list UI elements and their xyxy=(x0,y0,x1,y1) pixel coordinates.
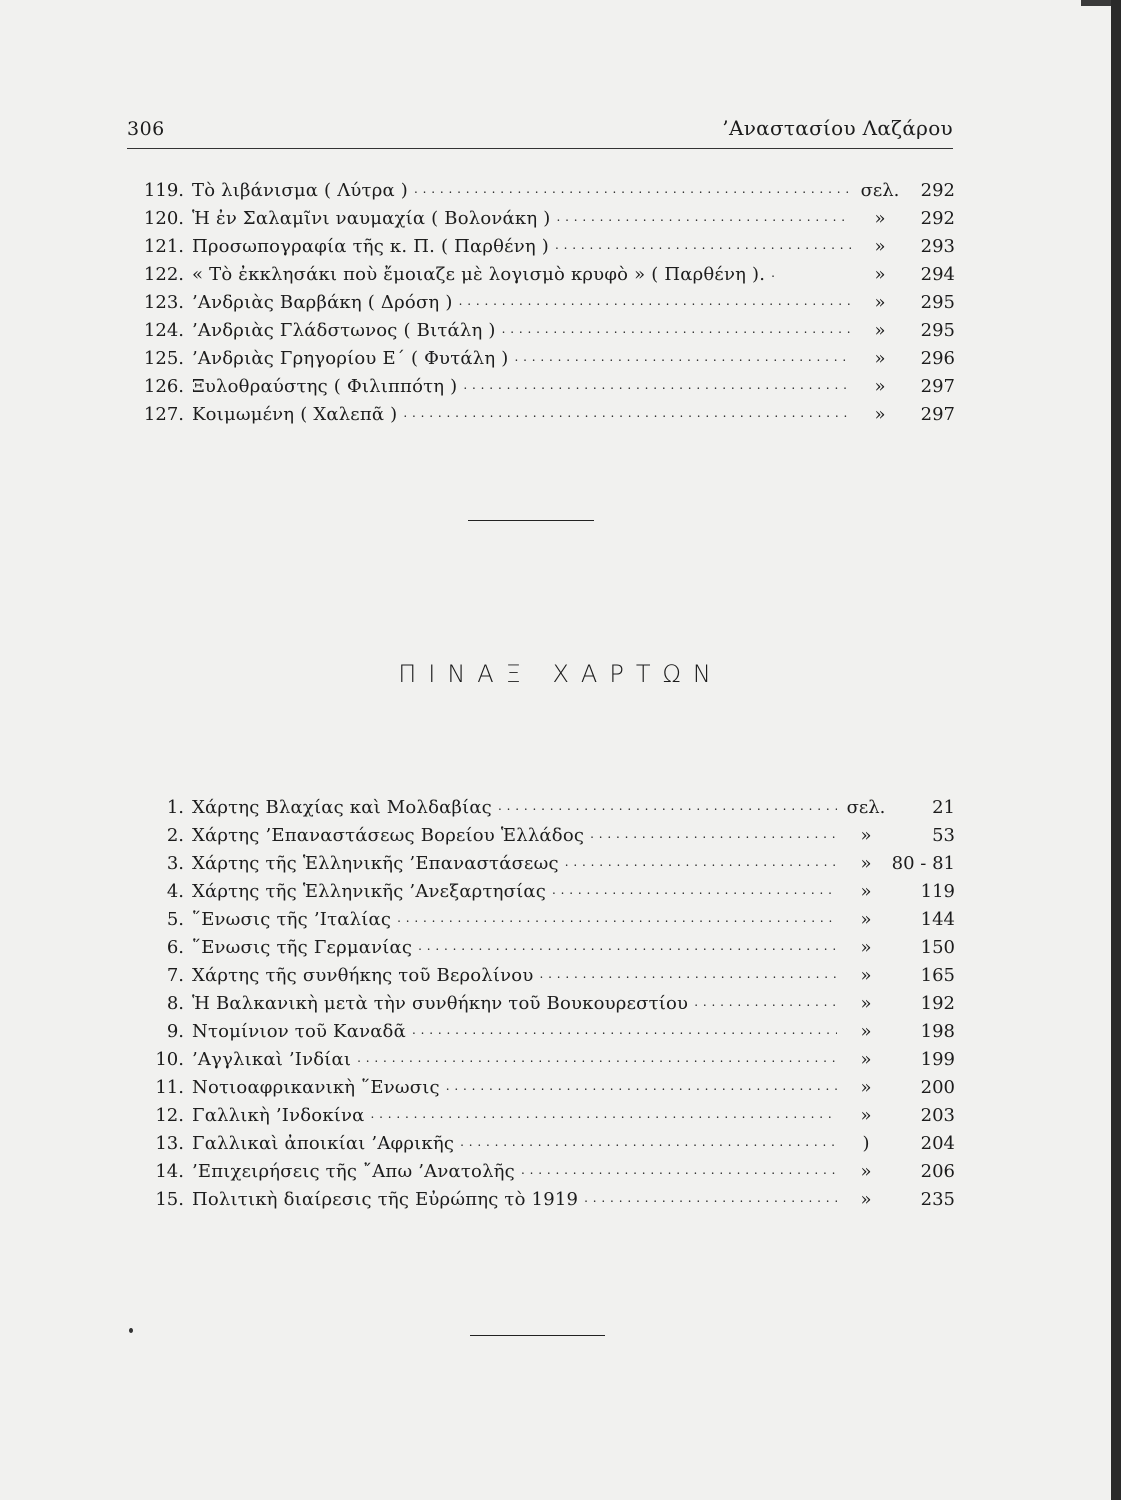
dot-leader xyxy=(397,907,837,925)
toc-number: 13. xyxy=(155,1133,184,1154)
dot-leader xyxy=(460,1131,837,1149)
toc-page-mark: » xyxy=(860,993,872,1014)
toc-number: 126. xyxy=(143,376,184,397)
toc-number: 5. xyxy=(166,909,184,930)
toc-title: ’Αγγλικαὶ ’Ινδίαι xyxy=(192,1049,352,1070)
dot-leader xyxy=(463,374,851,392)
toc-page-mark: » xyxy=(860,1189,872,1210)
section-divider xyxy=(468,520,594,521)
toc-number: 9. xyxy=(166,1021,184,1042)
dot-leader xyxy=(565,851,837,869)
dot-leader xyxy=(552,879,837,897)
page-edge-top xyxy=(1081,0,1111,6)
toc-page: 292 xyxy=(920,180,955,201)
toc-page: 165 xyxy=(920,965,955,986)
toc-title: Ἡ Βαλκανικὴ μετὰ τὴν συνθήκην τοῦ Βουκουρεστίου xyxy=(192,993,689,1014)
toc-row xyxy=(130,935,955,963)
toc-title: ῞Ενωσις τῆς Γερμανίας xyxy=(192,937,413,958)
page-edge-shadow xyxy=(1111,0,1121,1500)
toc-page-mark: ) xyxy=(862,1133,870,1154)
dot-leader xyxy=(771,262,775,280)
toc-title: Γαλλικαὶ ἀποικίαι ’Αφρικῆς xyxy=(192,1133,455,1154)
toc-row xyxy=(130,318,955,346)
toc-page: 294 xyxy=(920,264,955,285)
toc-page-mark: » xyxy=(874,320,886,341)
toc-number: 4. xyxy=(166,881,184,902)
toc-page: 144 xyxy=(920,909,955,930)
dot-leader xyxy=(555,234,851,252)
toc-title: Νοτιοαφρικανικὴ ῞Ενωσις xyxy=(192,1077,440,1098)
toc-page-mark: » xyxy=(860,881,872,902)
toc-title: Ντομίνιον τοῦ Καναδᾶ xyxy=(192,1021,406,1042)
toc-page: 192 xyxy=(920,993,955,1014)
dot-leader xyxy=(459,290,851,308)
toc-row xyxy=(130,1103,955,1131)
toc-number: 15. xyxy=(155,1189,184,1210)
toc-page-mark: » xyxy=(860,1161,872,1182)
toc-title: ’Επιχειρήσεις τῆς ῎Απω ’Ανατολῆς xyxy=(192,1161,515,1182)
toc-page-mark: σελ. xyxy=(846,797,886,818)
toc-number: 127. xyxy=(143,404,184,425)
toc-row xyxy=(130,851,955,879)
toc-page-mark: » xyxy=(874,208,886,229)
toc-row xyxy=(130,907,955,935)
toc-title: ’Ανδριὰς Γλάδστωνος ( Βιτάλη ) xyxy=(192,320,496,341)
dot-leader xyxy=(590,823,837,841)
toc-number: 1. xyxy=(166,797,184,818)
toc-page: 295 xyxy=(920,292,955,313)
toc-row xyxy=(130,1131,955,1159)
toc-number: 122. xyxy=(143,264,184,285)
toc-page: 200 xyxy=(920,1077,955,1098)
toc-row xyxy=(130,795,955,823)
toc-page-mark: » xyxy=(860,1105,872,1126)
toc-page: 296 xyxy=(920,348,955,369)
toc-page: 198 xyxy=(920,1021,955,1042)
toc-title: ῞Ενωσις τῆς ’Ιταλίας xyxy=(192,909,392,930)
toc-page: 297 xyxy=(920,404,955,425)
toc-row xyxy=(130,1047,955,1075)
toc-page: 295 xyxy=(920,320,955,341)
toc-title: Κοιμωμένη ( Χαλεπᾶ ) xyxy=(192,404,398,425)
toc-number: 125. xyxy=(143,348,184,369)
toc-title: Τὸ λιβάνισμα ( Λύτρα ) xyxy=(192,180,408,201)
toc-row xyxy=(130,1019,955,1047)
dot-leader xyxy=(514,346,851,364)
toc-page-mark: » xyxy=(860,1077,872,1098)
toc-page: 206 xyxy=(920,1161,955,1182)
toc-title: ’Ανδριὰς Βαρβάκη ( Δρόση ) xyxy=(192,292,453,313)
toc-page-mark: σελ. xyxy=(860,180,900,201)
toc-row xyxy=(130,234,955,262)
dot-leader xyxy=(557,206,852,224)
toc-number: 11. xyxy=(155,1077,184,1098)
toc-page: 150 xyxy=(920,937,955,958)
toc-number: 12. xyxy=(155,1105,184,1126)
toc-title: Χάρτης ’Επαναστάσεως Βορείου Ἑλλάδος xyxy=(192,825,585,846)
dot-leader xyxy=(403,402,851,420)
toc-page-mark: » xyxy=(874,264,886,285)
toc-row xyxy=(130,879,955,907)
toc-row xyxy=(130,374,955,402)
toc-number: 10. xyxy=(155,1049,184,1070)
toc-page-mark: » xyxy=(874,292,886,313)
ink-speck xyxy=(129,1328,133,1333)
toc-number: 123. xyxy=(143,292,184,313)
toc-number: 2. xyxy=(166,825,184,846)
toc-row xyxy=(130,402,955,430)
toc-page-mark: » xyxy=(874,404,886,425)
dot-leader xyxy=(521,1159,837,1177)
toc-title: Πολιτικὴ διαίρεσις τῆς Εὐρώπης τὸ 1919 xyxy=(192,1189,579,1210)
toc-title: Χάρτης τῆς Ἑλληνικῆς ’Ανεξαρτησίας xyxy=(192,881,546,902)
toc-number: 121. xyxy=(143,236,184,257)
toc-page: 53 xyxy=(932,825,955,846)
toc-title: Προσωπογραφία τῆς κ. Π. ( Παρθένη ) xyxy=(192,236,549,257)
dot-leader xyxy=(446,1075,837,1093)
toc-row xyxy=(130,1075,955,1103)
toc-page: 199 xyxy=(920,1049,955,1070)
toc-page-mark: » xyxy=(860,965,872,986)
toc-page-mark: » xyxy=(860,909,872,930)
toc-page-mark: » xyxy=(874,236,886,257)
toc-row xyxy=(130,178,955,206)
toc-page-mark: » xyxy=(874,348,886,369)
end-divider xyxy=(470,1335,605,1336)
toc-page-mark: » xyxy=(860,1021,872,1042)
dot-leader xyxy=(694,991,837,1009)
toc-row xyxy=(130,823,955,851)
toc-page: 80 - 81 xyxy=(891,853,955,874)
toc-number: 14. xyxy=(155,1161,184,1182)
dot-leader xyxy=(502,318,851,336)
page-header xyxy=(127,112,953,149)
dot-leader xyxy=(357,1047,837,1065)
toc-row xyxy=(130,991,955,1019)
dot-leader xyxy=(412,1019,837,1037)
dot-leader xyxy=(414,178,851,196)
toc-page: 293 xyxy=(920,236,955,257)
toc-page: 21 xyxy=(932,797,955,818)
toc-title: Χάρτης τῆς Ἑλληνικῆς ’Επαναστάσεως xyxy=(192,853,559,874)
toc-page: 235 xyxy=(920,1189,955,1210)
toc-page-mark: » xyxy=(874,376,886,397)
toc-number: 6. xyxy=(166,937,184,958)
toc-page-mark: » xyxy=(860,1049,872,1070)
artwork-index-list xyxy=(130,178,955,430)
toc-row xyxy=(130,346,955,374)
toc-page-mark: » xyxy=(860,853,872,874)
toc-number: 120. xyxy=(143,208,184,229)
toc-row xyxy=(130,206,955,234)
toc-page: 203 xyxy=(920,1105,955,1126)
toc-number: 3. xyxy=(166,853,184,874)
toc-title: « Τὸ ἐκκλησάκι ποὺ ἔμοιαζε μὲ λογισμὸ κρυφὸ » ( Παρθένη ). xyxy=(192,264,766,285)
toc-title: Γαλλικὴ ’Ινδοκίνα xyxy=(192,1105,365,1126)
toc-number: 119. xyxy=(143,180,184,201)
section-title: ΠΙΝΑΞ ΧΑΡΤΩΝ xyxy=(398,660,723,688)
toc-page: 119 xyxy=(920,881,955,902)
toc-page-mark: » xyxy=(860,937,872,958)
toc-number: 8. xyxy=(166,993,184,1014)
toc-row xyxy=(130,1159,955,1187)
toc-page: 292 xyxy=(920,208,955,229)
toc-page-mark: » xyxy=(860,825,872,846)
toc-page: 204 xyxy=(920,1133,955,1154)
toc-row xyxy=(130,290,955,318)
dot-leader xyxy=(498,795,837,813)
toc-number: 124. xyxy=(143,320,184,341)
toc-title: Χάρτης τῆς συνθήκης τοῦ Βερολίνου xyxy=(192,965,534,986)
running-title: ’Αναστασίου Λαζάρου xyxy=(722,116,953,140)
toc-row xyxy=(130,963,955,991)
toc-page: 297 xyxy=(920,376,955,397)
dot-leader xyxy=(371,1103,837,1121)
toc-row xyxy=(130,262,955,290)
dot-leader xyxy=(540,963,838,981)
toc-title: Ἡ ἐν Σαλαμῖνι ναυμαχία ( Βολονάκη ) xyxy=(192,208,551,229)
map-index-list xyxy=(130,795,955,1215)
toc-number: 7. xyxy=(166,965,184,986)
toc-title: Χάρτης Βλαχίας καὶ Μολδαβίας xyxy=(192,797,492,818)
dot-leader xyxy=(418,935,837,953)
toc-title: ’Ανδριὰς Γρηγορίου Ε΄ ( Φυτάλη ) xyxy=(192,348,509,369)
dot-leader xyxy=(584,1187,837,1205)
toc-title: Ξυλοθραύστης ( Φιλιππότη ) xyxy=(192,376,458,397)
page-number: 306 xyxy=(127,118,165,140)
toc-row xyxy=(130,1187,955,1215)
